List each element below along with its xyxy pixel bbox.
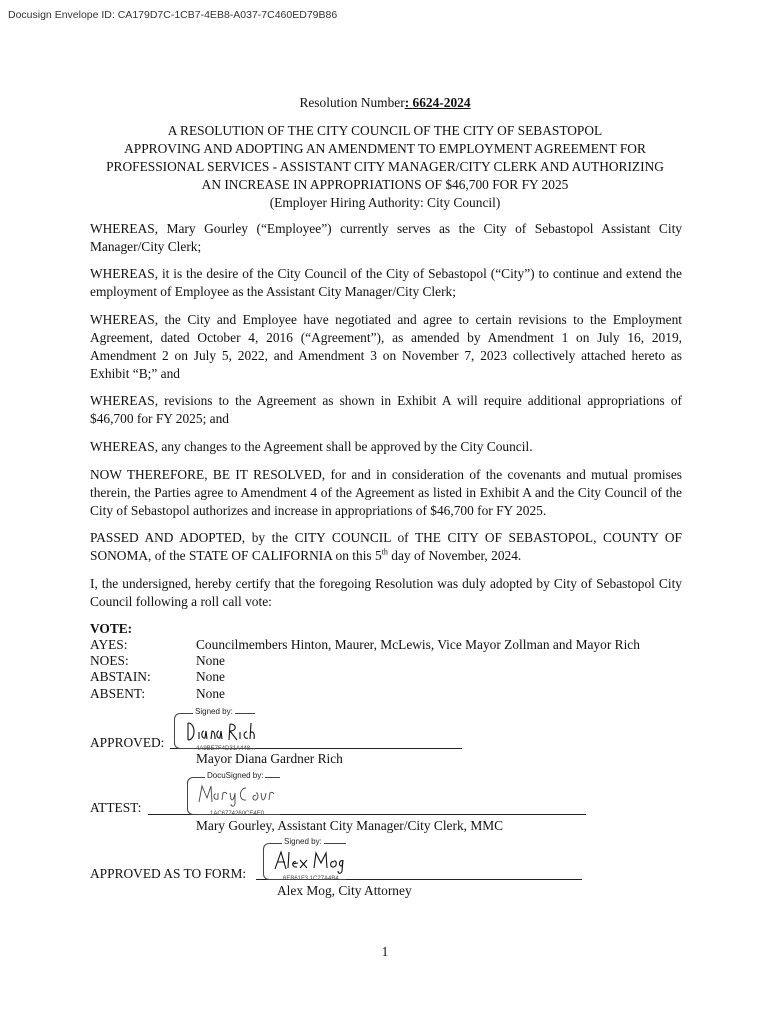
passed-paragraph — [90, 529, 682, 565]
vote-value: None — [196, 653, 226, 668]
resolution-number — [0, 94, 770, 112]
vote-value: None — [196, 669, 226, 684]
certify-paragraph — [90, 575, 682, 611]
certify-text: I, the undersigned, hereby certify that the foregoing Resolution was duly adopted by City of Sebastopol City Council following a roll call vote: — [90, 576, 682, 609]
vote-label: ABSENT: — [90, 686, 146, 701]
attest-signature-id: 1AC6774260CE4E0... — [210, 811, 270, 817]
vote-label: NOES: — [90, 653, 129, 668]
vote-label: AYES: — [90, 637, 128, 652]
attest-name: Mary Gourley, Assistant City Manager/City Clerk, MMC — [196, 818, 504, 833]
page-number: 1 — [381, 944, 389, 959]
vote-heading: VOTE: — [90, 621, 133, 636]
whereas-paragraph — [90, 438, 682, 456]
approved-signed-by-label: Signed by: — [195, 707, 233, 716]
passed-text-main: PASSED AND ADOPTED, by the CITY COUNCIL of THE CITY OF SEBASTOPOL, COUNTY OF SONOMA, of the STATE OF CALIFORNIA on this 5 — [90, 530, 682, 563]
title-line: PROFESSIONAL SERVICES - ASSISTANT CITY MANAGER/CITY CLERK AND AUTHORIZING — [106, 159, 664, 174]
whereas-text: WHEREAS, revisions to the Agreement as shown in Exhibit A will require additional appropriations of $46,700 for FY 2025; and — [90, 393, 682, 426]
whereas-text: WHEREAS, any changes to the Agreement shall be approved by the City Council. — [90, 439, 533, 454]
approved-signature-image — [184, 720, 256, 744]
resolution-number-value: : 6624-2024 — [404, 95, 471, 110]
attest-label: ATTEST: — [90, 800, 142, 815]
whereas-paragraph — [90, 265, 682, 301]
approved-signature-id: 4A9BE7F4D31A448... — [196, 746, 256, 752]
whereas-paragraph — [90, 311, 682, 383]
approved-name: Mayor Diana Gardner Rich — [196, 751, 343, 766]
title-subline: (Employer Hiring Authority: City Council) — [269, 195, 501, 210]
resolution-label: Resolution Number — [299, 95, 405, 110]
passed-text — [90, 529, 682, 565]
approved-label: APPROVED: — [90, 735, 165, 750]
form-signature-id: 6EB61F3 1C27A4B4... — [283, 876, 344, 882]
envelope-id: Docusign Envelope ID: CA179D7C-1CB7-4EB8-A037-7C460ED79B86 — [8, 9, 338, 21]
resolved-text: NOW THEREFORE, BE IT RESOLVED, for and in consideration of the covenants and mutual promises therein, the Parties agree to Amendment 4 of the Agreement as listed in Exhibit A and the City Council of the City of Sebastopol authorizes and increase in appropriations of $46,700 for FY 2025. — [90, 467, 682, 518]
whereas-paragraph — [90, 220, 682, 256]
approved-as-to-form-label: APPROVED AS TO FORM: — [90, 866, 247, 881]
passed-text-end: day of November, 2024. — [387, 548, 522, 563]
resolution-title — [0, 122, 770, 212]
attest-docusigned-by-label: DocuSigned by: — [207, 771, 264, 780]
form-name: Alex Mog, City Attorney — [277, 883, 412, 898]
vote-value: None — [196, 686, 226, 701]
whereas-paragraph — [90, 392, 682, 428]
whereas-text: WHEREAS, it is the desire of the City Council of the City of Sebastopol (“City”) to continue and extend the employment of Employee as the Assistant City Manager/City Clerk; — [90, 266, 682, 299]
vote-value: Councilmembers Hinton, Maurer, McLewis, Vice Mayor Zollman and Mayor Rich — [196, 637, 640, 652]
whereas-text: WHEREAS, the City and Employee have negotiated and agree to certain revisions to the Employment Agreement, dated October 4, 2016 (“Agreement”), as amended by Amendment 1 on July 16, 2019, Amendment 2 on July 5, 2022, and Amendment 3 on November 7, 2023 collectively attached hereto as Exhibit “B;” and — [90, 312, 682, 381]
attest-signature-image — [196, 782, 280, 810]
form-signature-image — [272, 849, 346, 875]
form-signed-by-label: Signed by: — [284, 837, 322, 846]
whereas-text: WHEREAS, Mary Gourley (“Employee”) currently serves as the City of Sebastopol Assistant City Manager/City Clerk; — [90, 221, 682, 254]
title-line: APPROVING AND ADOPTING AN AMENDMENT TO EMPLOYMENT AGREEMENT FOR — [124, 141, 646, 156]
title-line: A RESOLUTION OF THE CITY COUNCIL OF THE CITY OF SEBASTOPOL — [167, 123, 603, 138]
title-line: AN INCREASE IN APPROPRIATIONS OF $46,700 FOR FY 2025 — [201, 177, 569, 192]
vote-label: ABSTAIN: — [90, 669, 151, 684]
resolved-paragraph — [90, 466, 682, 520]
passed-superscript: th — [381, 547, 388, 557]
